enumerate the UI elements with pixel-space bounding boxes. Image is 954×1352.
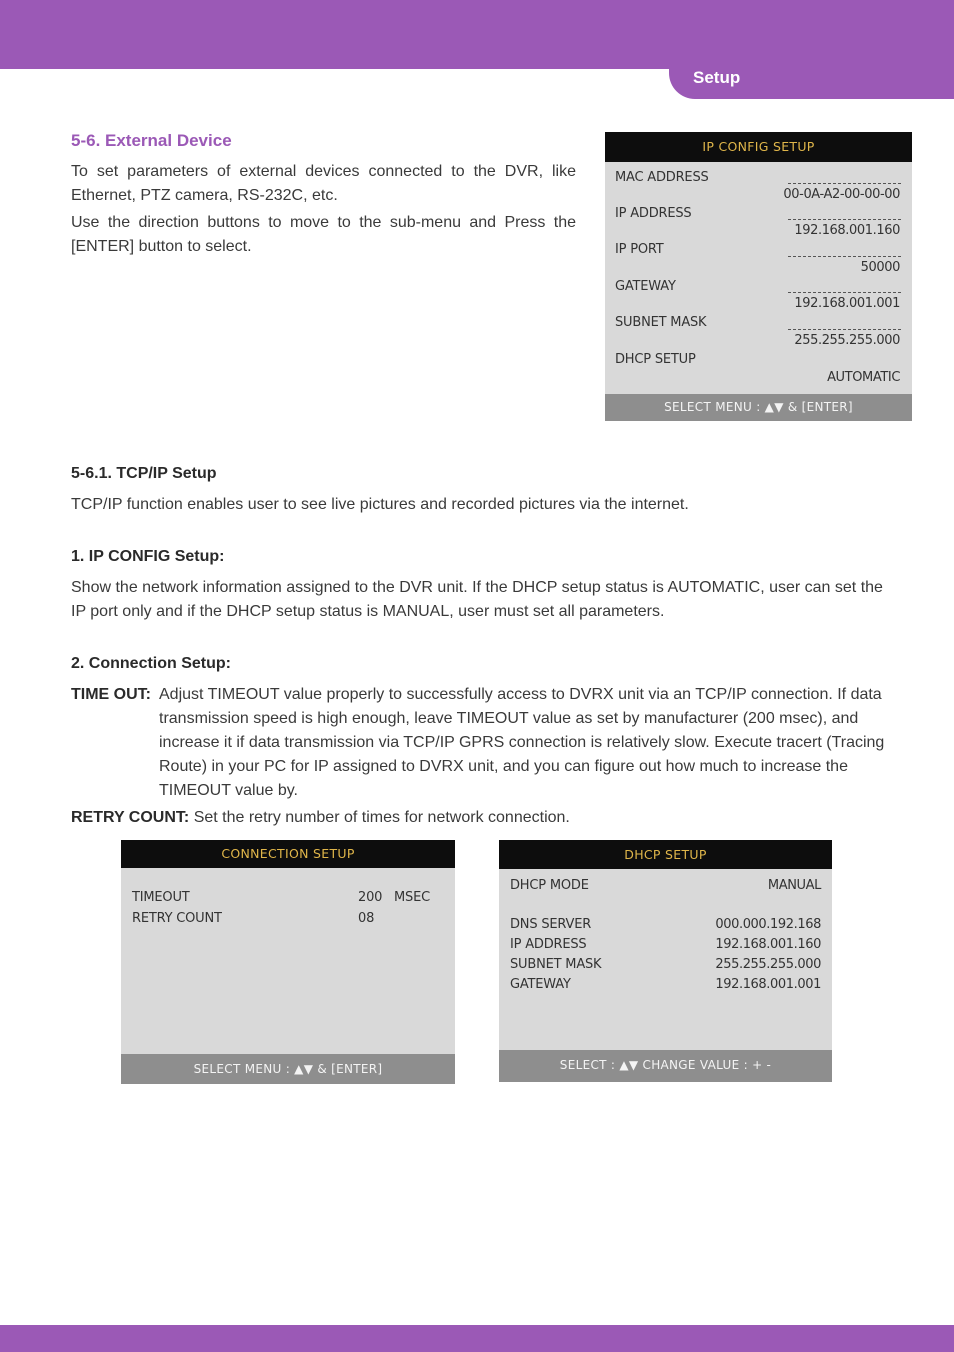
value-underline	[788, 329, 901, 330]
osd-row-value: AUTOMATIC	[827, 370, 900, 385]
dhcp-screen-title: DHCP SETUP	[499, 840, 832, 869]
intro-paragraph-2: Use the direction buttons to move to the sub-menu and Press the [ENTER] button to select.	[71, 214, 576, 255]
retry-count-description: Set the retry number of times for network connection.	[193, 809, 570, 826]
timeout-description: Adjust TIMEOUT value properly to successfully access to DVRX unit via an TCP/IP connection. If data transmission speed is high enough, leave TIMEOUT value as set by manufacturer (200 msec), and increase it if data transmission via TCP/IP GPRS connection is relatively slow. Execute tracert (Tracing Route) in your PC for IP assigned to DVRX unit, and you can figure out how much to increase the TIMEOUT value by.	[159, 686, 885, 799]
ip-config-setup-text: Show the network information assigned to the DVR unit. If the DHCP setup status is AUTOMATIC, user can set the IP port only and if the DHCP setup status is MANUAL, user must set all parameters.	[71, 579, 883, 620]
timeout-label: TIMEOUT	[132, 890, 190, 905]
value-underline	[788, 256, 901, 257]
connection-setup-title: 2. Connection Setup:	[71, 655, 231, 672]
osd-row-label: GATEWAY	[615, 279, 676, 294]
header-bar	[0, 0, 954, 69]
value-underline	[788, 219, 901, 220]
retry-count-item	[71, 806, 901, 830]
timeout-term: TIME OUT:	[71, 686, 151, 703]
osd-row-label: IP PORT	[615, 242, 664, 257]
osd-row-value: 192.168.001.160	[715, 937, 821, 952]
value-underline	[788, 183, 901, 184]
osd-row-value: 192.168.001.001	[794, 296, 900, 311]
intro-paragraph-1: To set parameters of external devices connected to the DVR, like Ethernet, PTZ camera, RS-232C, etc.	[71, 163, 576, 204]
osd-row-value: 255.255.255.000	[715, 957, 821, 972]
section-title: 5-6. External Device	[71, 131, 232, 150]
timeout-unit: MSEC	[394, 890, 430, 905]
osd-row-value: 50000	[860, 260, 900, 275]
retry-count-value: 08	[358, 911, 375, 926]
value-underline	[788, 292, 901, 293]
connection-screen	[121, 840, 455, 1084]
osd-row-label: DNS SERVER	[510, 917, 592, 932]
tcpip-text: TCP/IP function enables user to see live pictures and recorded pictures via the internet.	[71, 496, 689, 513]
section-tab	[669, 60, 954, 99]
connection-screen-footer: SELECT MENU : ▲▼ & [ENTER]	[121, 1054, 455, 1084]
ip-config-setup-title: 1. IP CONFIG Setup:	[71, 548, 225, 565]
dhcp-screen	[499, 840, 832, 1082]
retry-count-term: RETRY COUNT:	[71, 809, 190, 826]
dhcp-mode-value: MANUAL	[767, 878, 821, 893]
osd-row-value: 192.168.001.160	[794, 223, 900, 238]
timeout-value: 200	[358, 890, 383, 905]
ip-config-screen-title: IP CONFIG SETUP	[605, 132, 912, 162]
osd-row-value: 255.255.255.000	[794, 333, 900, 348]
tcpip-title: 5-6.1. TCP/IP Setup	[71, 465, 217, 482]
osd-row-label: MAC ADDRESS	[615, 170, 709, 185]
dhcp-screen-footer: SELECT : ▲▼ CHANGE VALUE : + -	[499, 1050, 832, 1082]
ip-config-screen-footer: SELECT MENU : ▲▼ & [ENTER]	[605, 394, 912, 421]
osd-row-value: 00-0A-A2-00-00-00	[783, 187, 900, 202]
retry-count-label: RETRY COUNT	[132, 911, 222, 926]
osd-row-label: SUBNET MASK	[510, 957, 602, 972]
timeout-term-block	[71, 683, 151, 707]
footer-bar	[0, 1325, 954, 1352]
osd-row-label: IP ADDRESS	[615, 206, 692, 221]
dhcp-mode-label: DHCP MODE	[510, 878, 589, 893]
osd-row-label: DHCP SETUP	[615, 352, 696, 367]
section-tab-label: Setup	[693, 68, 741, 87]
osd-row-value: 192.168.001.001	[715, 977, 821, 992]
osd-row-label: IP ADDRESS	[510, 937, 587, 952]
connection-screen-title: CONNECTION SETUP	[121, 840, 455, 868]
osd-row-label: SUBNET MASK	[615, 315, 707, 330]
ip-config-screen	[605, 132, 912, 421]
osd-row-label: GATEWAY	[510, 977, 571, 992]
osd-row-value: 000.000.192.168	[715, 917, 821, 932]
